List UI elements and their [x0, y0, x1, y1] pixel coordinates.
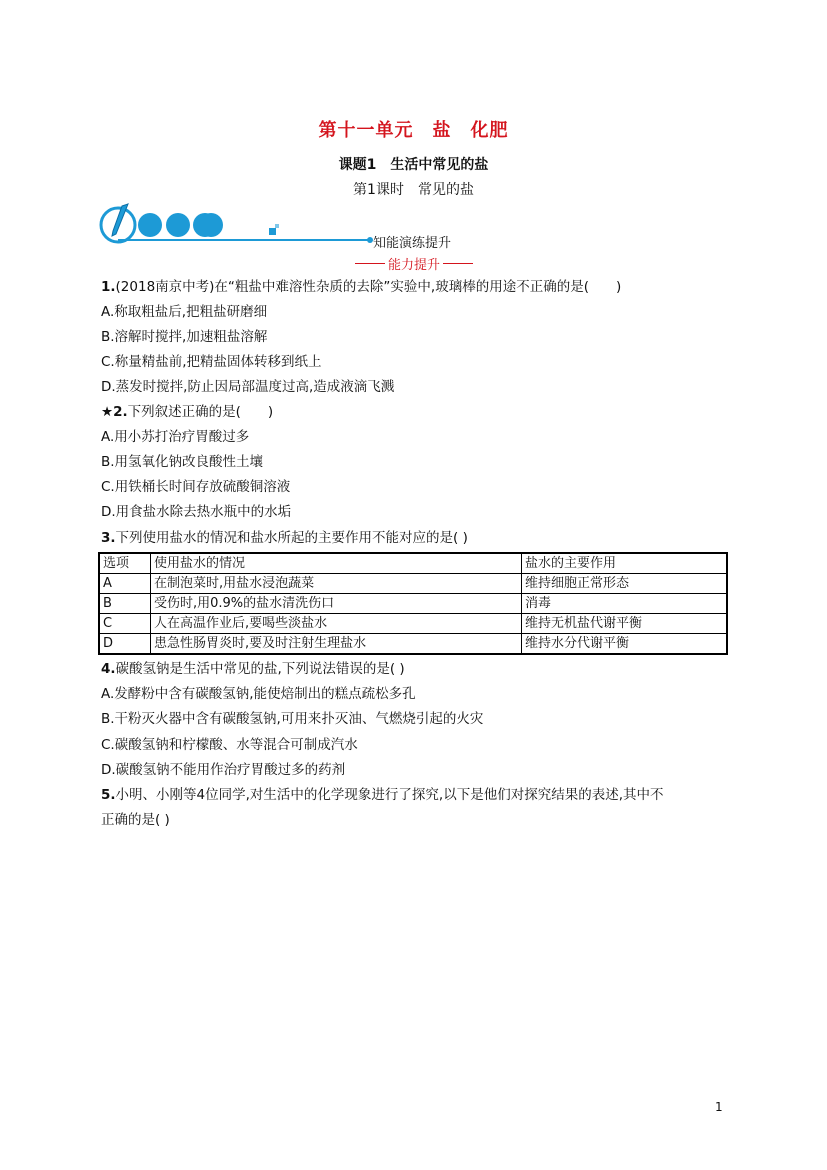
option: B.干粉灭火器中含有碳酸氢钠,可用来扑灭油、气燃烧引起的火灾	[101, 711, 484, 727]
section-label: 能力提升	[388, 257, 441, 273]
question-stem: 下列叙述正确的是( )	[127, 404, 274, 420]
option: A.用小苏打治疗胃酸过多	[101, 429, 250, 445]
question-5	[101, 785, 664, 805]
question-3	[101, 528, 468, 548]
table-header-cell: 盐水的主要作用	[522, 553, 728, 574]
question-stem: 小明、小刚等4位同学,对生活中的化学现象进行了探究,以下是他们对探究结果的表述,其中不	[115, 787, 664, 803]
banner-dot	[166, 213, 190, 237]
section-divider-right	[443, 263, 473, 264]
table-header-cell: 使用盐水的情况	[151, 553, 522, 574]
table-header-cell: 选项	[99, 553, 151, 574]
table-cell: C	[99, 614, 151, 634]
question-2	[101, 402, 273, 422]
option: D.蒸发时搅拌,防止因局部温度过高,造成液滴飞溅	[101, 379, 395, 395]
table-cell: 患急性肠胃炎时,要及时注射生理盐水	[151, 634, 522, 655]
question-number: 4.	[101, 661, 116, 677]
question-number: 1.	[101, 279, 116, 295]
table-cell: 消毒	[522, 594, 728, 614]
section-label-row	[355, 255, 473, 271]
table-cell: 人在高温作业后,要喝些淡盐水	[151, 614, 522, 634]
table-cell: 在制泡菜时,用盐水浸泡蔬菜	[151, 574, 522, 594]
question-stem: (2018南京中考)在“粗盐中难溶性杂质的去除”实验中,玻璃棒的用途不正确的是( )	[115, 279, 622, 295]
banner-dot	[199, 213, 223, 237]
table-row	[99, 594, 727, 614]
option: A.称取粗盐后,把粗盐研磨细	[101, 304, 268, 320]
option: B.用氢氧化钠改良酸性土壤	[101, 454, 264, 470]
option: C.称量精盐前,把精盐固体转移到纸上	[101, 354, 322, 370]
banner-text: 知能演练提升	[373, 236, 452, 251]
table-row	[99, 574, 727, 594]
table-cell: 受伤时,用0.9%的盐水清洗伤口	[151, 594, 522, 614]
banner-dot	[138, 213, 162, 237]
question-stem: 下列使用盐水的情况和盐水所起的主要作用不能对应的是( )	[115, 530, 468, 546]
option: C.用铁桶长时间存放硫酸铜溶液	[101, 479, 291, 495]
lesson-title: 课题1 生活中常见的盐	[338, 157, 489, 173]
option: D.用食盐水除去热水瓶中的水垢	[101, 504, 292, 520]
unit-title: 第十一单元 盐 化肥	[318, 120, 509, 141]
section-divider-left	[355, 263, 385, 264]
page-number: 1	[715, 1100, 723, 1114]
question-number: 5.	[101, 787, 116, 803]
question-4	[101, 659, 405, 679]
table-cell: A	[99, 574, 151, 594]
table-cell: 维持细胞正常形态	[522, 574, 728, 594]
period-title: 第1课时 常见的盐	[353, 182, 474, 198]
table-row	[99, 634, 727, 655]
option: D.碳酸氢钠不能用作治疗胃酸过多的药剂	[101, 762, 346, 778]
question-number: 3.	[101, 530, 116, 546]
table-cell: 维持水分代谢平衡	[522, 634, 728, 655]
option: C.碳酸氢钠和柠檬酸、水等混合可制成汽水	[101, 737, 358, 753]
option: A.发酵粉中含有碳酸氢钠,能使焙制出的糕点疏松多孔	[101, 686, 416, 702]
salt-water-table	[98, 552, 728, 655]
table-cell: B	[99, 594, 151, 614]
table-header-row	[99, 553, 727, 574]
table-cell: 维持无机盐代谢平衡	[522, 614, 728, 634]
question-1	[101, 277, 621, 297]
banner-square	[269, 228, 276, 235]
table-cell: D	[99, 634, 151, 655]
table-row	[99, 614, 727, 634]
question-stem-continued: 正确的是( )	[101, 812, 170, 828]
option: B.溶解时搅拌,加速粗盐溶解	[101, 329, 268, 345]
banner-square-small	[275, 224, 279, 228]
question-stem: 碳酸氢钠是生活中常见的盐,下列说法错误的是( )	[115, 661, 405, 677]
question-number: ★2.	[101, 404, 128, 420]
